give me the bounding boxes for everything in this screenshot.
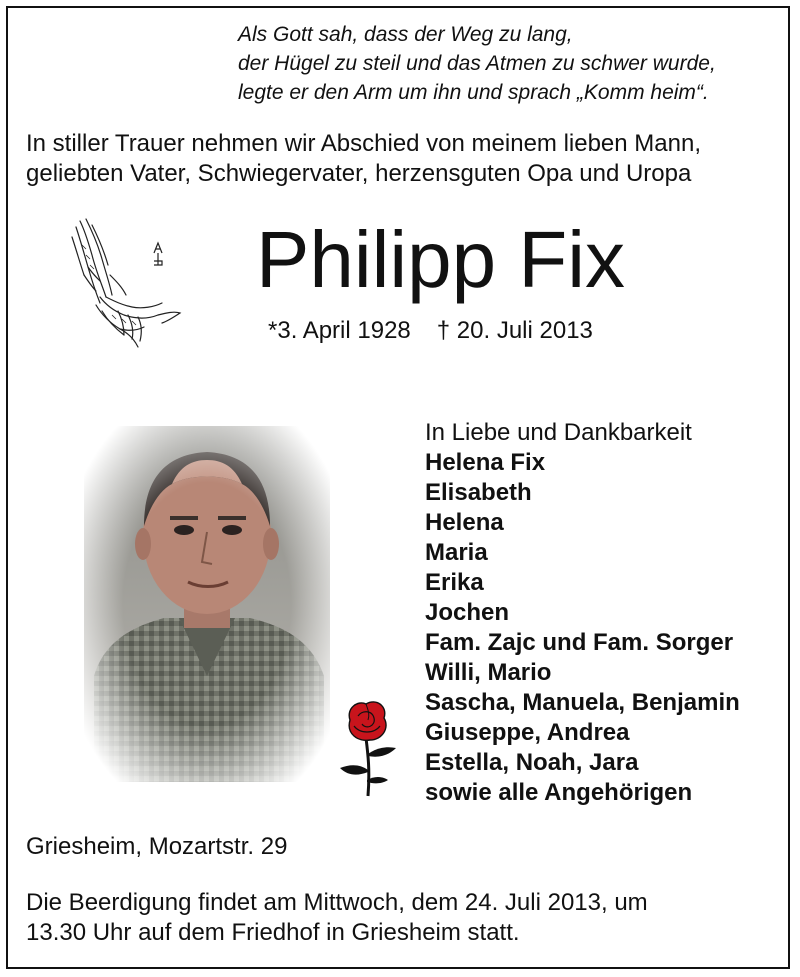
funeral-info	[26, 888, 648, 948]
family-member: Sascha, Manuela, Benjamin	[425, 689, 740, 716]
poem-line: Als Gott sah, dass der Weg zu lang,	[238, 23, 573, 46]
poem	[238, 20, 716, 107]
funeral-line: Die Beerdigung findet am Mittwoch, dem 24. Juli 2013, um	[26, 889, 648, 916]
intro-line: In stiller Trauer nehmen wir Abschied von meinem lieben Mann,	[26, 130, 701, 157]
family-member: Helena Fix	[425, 449, 546, 476]
life-dates	[268, 316, 593, 346]
family-member: Willi, Mario	[425, 659, 552, 686]
death-date: † 20. Juli 2013	[436, 317, 593, 344]
family-member: Helena	[425, 509, 504, 536]
family-member: sowie alle Angehörigen	[425, 779, 693, 806]
intro-line: geliebten Vater, Schwiegervater, herzensguten Opa und Uropa	[26, 160, 692, 187]
intro-text	[26, 129, 701, 189]
rose-illustration	[330, 698, 400, 798]
family-list	[425, 418, 740, 808]
family-names	[425, 448, 740, 808]
deceased-name: Philipp Fix	[256, 215, 626, 304]
funeral-line: 13.30 Uhr auf dem Friedhof in Griesheim statt.	[26, 919, 520, 946]
family-member: Fam. Zajc und Fam. Sorger	[425, 629, 734, 656]
poem-line: der Hügel zu steil und das Atmen zu schwer wurde,	[238, 52, 716, 75]
portrait-photo	[84, 426, 330, 782]
family-member: Giuseppe, Andrea	[425, 719, 630, 746]
poem-line: legte er den Arm um ihn und sprach „Komm heim“.	[238, 81, 709, 104]
family-member: Maria	[425, 539, 488, 566]
address: Griesheim, Mozartstr. 29	[26, 833, 288, 860]
birth-date: *3. April 1928	[268, 317, 411, 344]
family-member: Erika	[425, 569, 484, 596]
family-lead: In Liebe und Dankbarkeit	[425, 419, 692, 446]
family-member: Estella, Noah, Jara	[425, 749, 639, 776]
family-member: Jochen	[425, 599, 510, 626]
family-member: Elisabeth	[425, 479, 532, 506]
praying-hands-illustration	[62, 215, 184, 355]
